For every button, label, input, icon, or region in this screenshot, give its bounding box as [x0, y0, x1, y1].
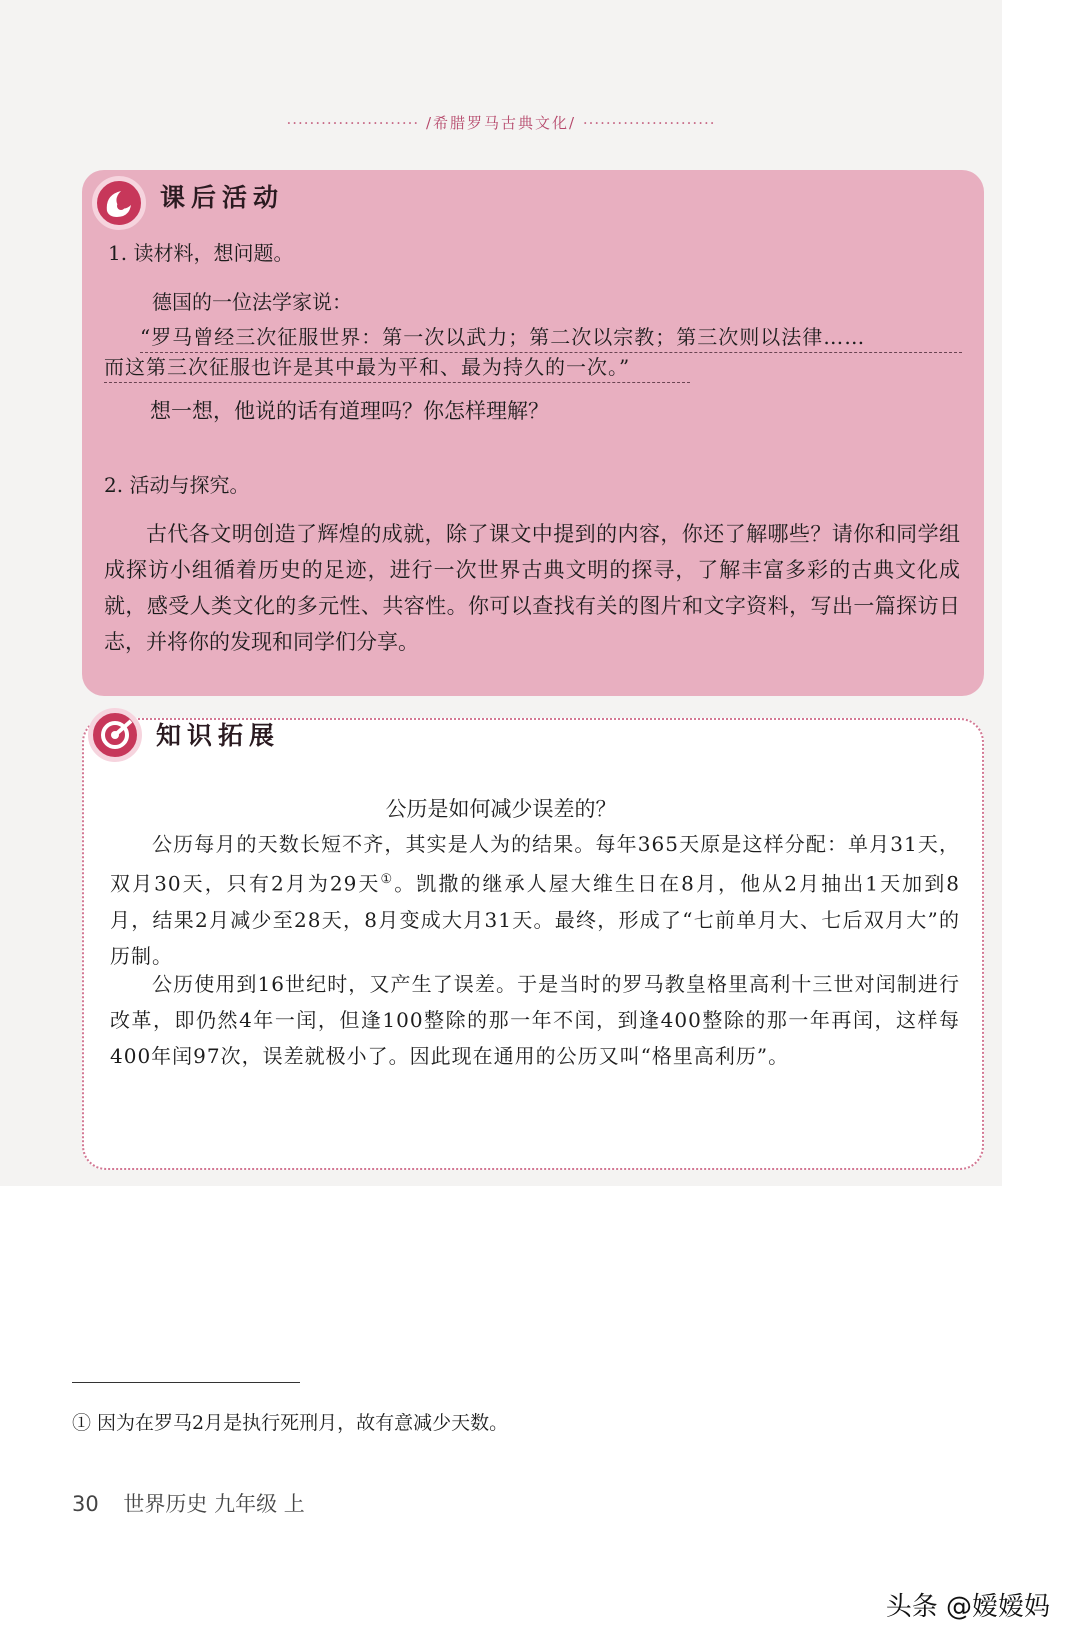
quote-line-1: “罗马曾经三次征服世界：第一次以武力；第二次以宗教；第三次则以法律…… — [140, 325, 866, 349]
question-1-intro: 德国的一位法学家说： — [152, 290, 352, 314]
footnote-reference: ① — [380, 872, 395, 887]
page-number: 30 — [72, 1492, 99, 1516]
question-1-prompt: 想一想，他说的话有道理吗？你怎样理解？ — [150, 399, 549, 423]
activity-badge-icon — [92, 176, 146, 230]
knowledge-badge-icon — [88, 708, 142, 762]
activity-title: 课后活动 — [160, 183, 285, 212]
running-head: ······················· /希腊罗马古典文化/ ······················· — [286, 114, 716, 132]
page-footer — [72, 1488, 305, 1518]
footnote-rule — [72, 1382, 300, 1383]
book-title: 世界历史 九年级 上 — [123, 1492, 305, 1516]
question-2-text: 古代各文明创造了辉煌的成就，除了课文中提到的内容，你还了解哪些？请你和同学组成探访小组循着历史的足迹，进行一次世界古典文明的探寻，了解丰富多彩的古典文化成就，感受人类文化的多元性、共容性。你可以查找有关的图片和文字资料，写出一篇探访日志，并将你的发现和同学们分享。 — [104, 522, 960, 654]
knowledge-paragraph-1-part-b: 。凯撒的继承人屋大维生日在8月，他从2月抽出1天加到8月，结果2月减少至28天，8月变成大月31天。最终，形成了“七前单月大、七后双月大”的历制。 — [110, 871, 961, 968]
knowledge-paragraph-1 — [110, 826, 960, 974]
running-head-text: /希腊罗马古典文化/ — [425, 114, 577, 132]
knowledge-title: 知识拓展 — [156, 721, 281, 750]
knowledge-heading: 公历是如何减少误差的？ — [385, 797, 617, 821]
question-1-title: 1. 读材料，想问题。 — [108, 241, 294, 265]
question-2-title: 2. 活动与探究。 — [104, 473, 250, 497]
quote-line-2: 而这第三次征服也许是其中最为平和、最为持久的一次。” — [104, 355, 631, 379]
knowledge-paragraph-2: 公历使用到16世纪时，又产生了误差。于是当时的罗马教皇格里高利十三世对闰制进行改革，即仍然4年一闰，但逢100整除的那一年不闰，到逢400整除的那一年再闰，这样每400年闰97次，误差就极小了。因此现在通用的公历又叫“格里高利历”。 — [110, 972, 960, 1068]
footnote: ① 因为在罗马2月是执行死刑月，故有意减少天数。 — [72, 1412, 509, 1434]
knowledge-paragraph-1-part-a: 公历每月的天数长短不齐，其实是人为的结果。每年365天原是这样分配：单月31天，双月30天，只有2月为29天 — [110, 832, 960, 896]
watermark: 头条 @嫒嫒妈 — [885, 1592, 1050, 1622]
quote-underline-2 — [104, 382, 690, 383]
